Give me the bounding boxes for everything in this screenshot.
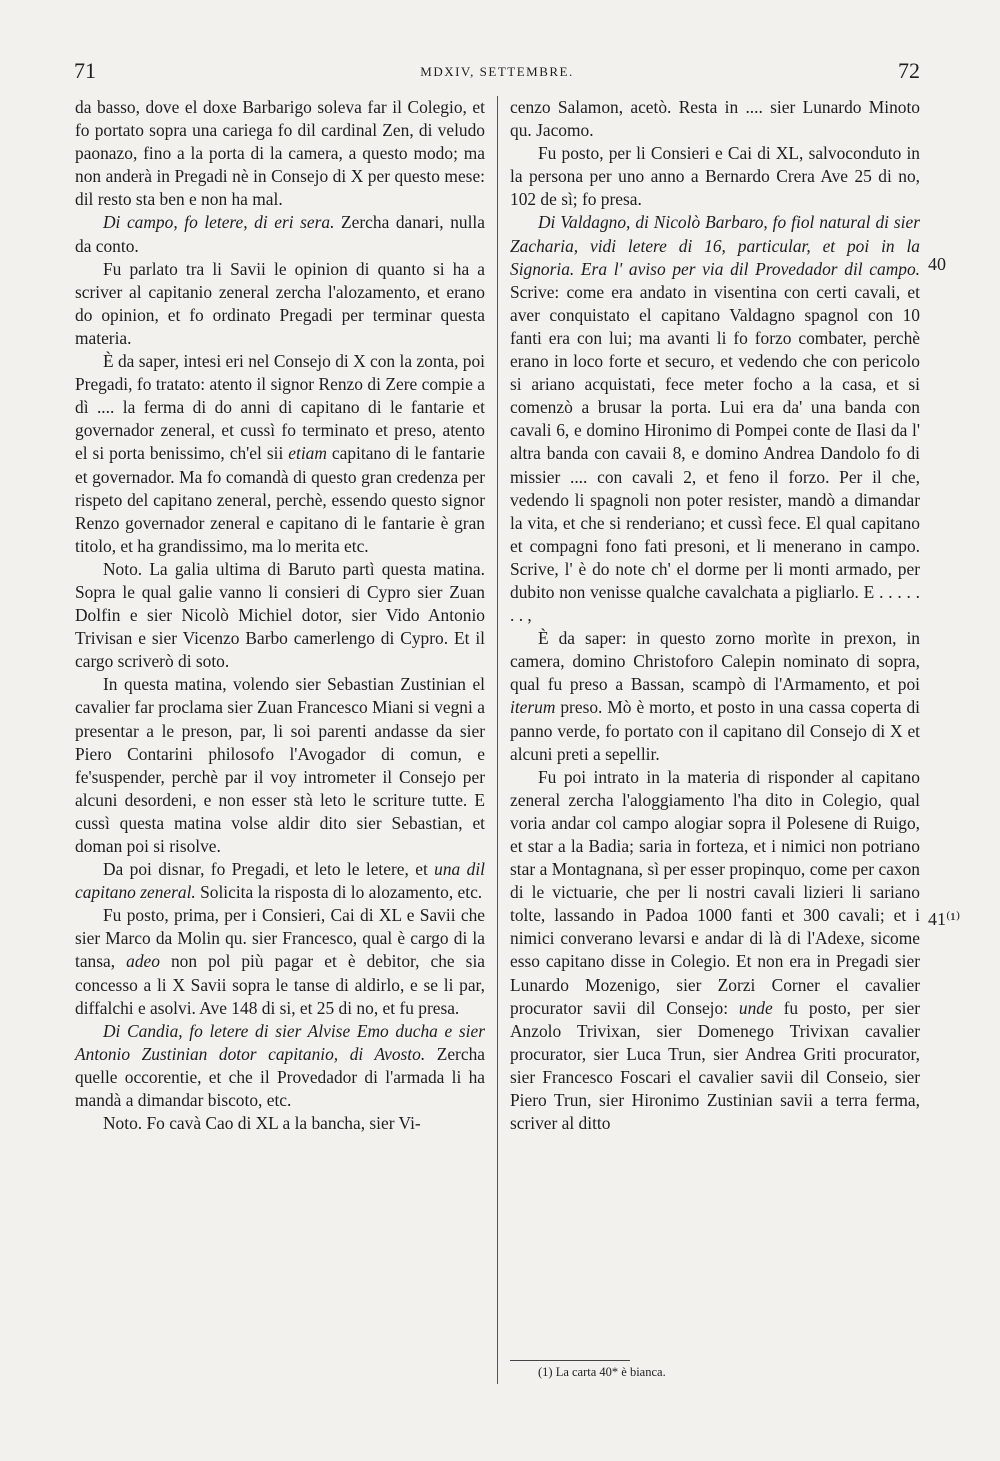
paragraph: Fu posto, per li Consieri e Cai di XL, salvoconduto in la persona per uno anno a Bernardo Crera Ave 25 di no, 102 de sì; fo presa. <box>510 143 920 210</box>
paragraph: Fu poi intrato in la materia di risponder al capitano zeneral zercha l'aloggiamento l'ha dito in Colegio, qual voria andar col campo alogiar sopra il Polesene di Ruigo, et star a la Badia; saria in forteza, et i nimici non potriano star a Montagnana, sì per esser propinquo, come per caxon di le victuarie, che per li nostri cavali lizieri li sariano tolte, lassando in Padoa 1000 fanti et 300 cavali; et i nimici converano levarsi e andar di là di l'Adexe, sicome esso capitano disse in Colegio. Et non era in Pregadi sier Lunardo Mozenigo, sier Zorzi Corner el cavalier procurator savii dil Consejo: unde fu posto, per sier Anzolo Trivixan, sier Domenego Trivixan cavalier procurator, sier Luca Trun, sier Andrea Griti procurator, sier Francesco Foscari el cavalier savii dil Conseio, sier Piero Trun, sier Hironimo Zustinian savii a terra ferma, scriver al ditto <box>510 766 920 1134</box>
footnote: (1) La carta 40* è bianca. <box>538 1365 666 1379</box>
right-column <box>510 96 920 1135</box>
paragraph: da basso, dove el doxe Barbarigo soleva far il Colegio, et fo portato sopra una cariega fo dil cardinal Zen, di veludo paonazo, fino a la porta di la camera, a questo modo; ma non anderà in Pregadi nè in Consejo di X per questo mese: dil resto sta ben e non ha mal. <box>75 97 485 210</box>
paragraph: cenzo Salamon, acetò. Resta in .... sier Lunardo Minoto qu. Jacomo. <box>510 97 920 141</box>
paragraph: Da poi disnar, fo Pregadi, et leto le letere, et una dil capitano zeneral. Solicita la risposta di lo alozamento, etc. <box>75 859 485 903</box>
paragraph: Fu parlato tra li Savii le opinion di quanto si ha a scriver al capitanio zeneral zercha l'alozamento, et erano do opinion, et fo ordinato Pregadi per terminar questa materia. <box>75 258 485 348</box>
paragraph: Di campo, fo letere, di eri sera. Zercha danari, nulla da conto. <box>75 212 485 256</box>
left-page-number: 71 <box>74 58 96 83</box>
paragraph: È da saper: in questo zorno morìte in prexon, in camera, domino Christoforo Calepin nominato di sopra, qual fu preso a Bassan, scampò di l'Armamento, et poi iterum preso. Mò è morto, et posto in una cassa coperta di panno verde, fo portato con il capitano dil Consejo di X et alcuni preti a sepellir. <box>510 628 920 764</box>
paragraph: In questa matina, volendo sier Sebastian Zustinian el cavalier far proclama sier Zuan Francesco Miani si vegni a presentar a le preson, par, li soi parenti andasse da sier Piero Contarini philosofo l'Avogador di comun, e fe'suspender, perchè par il voy intrometer il Consejo per alcuni desordeni, e non esser stà leto le scriture tutte. E cussì questa matina volse aldir dito sier Sebastian, et doman poi si risolve. <box>75 674 485 856</box>
paragraph-italic: Di campo, fo letere, di eri sera. <box>103 212 335 233</box>
margin-folio-number: 41⁽¹⁾ <box>928 909 961 929</box>
paragraph: Di Candia, fo letere di sier Alvise Emo ducha e sier Antonio Zustinian dotor capitanio, di Avosto. Zercha quelle occorentie, et che il Provedador di l'armada li ha mandà a dimandar biscoto, etc. <box>75 1020 485 1111</box>
paragraph: Fu posto, prima, per i Consieri, Cai di XL e Savii che sier Marco da Molin qu. sier Francesco, qual è cargo di la tansa, adeo non pol più pagar et è debitor, che sia concesso a li X Savii sopra le tanse di aldirlo, e se li par, diffalchi e asolvi. Ave 148 di si, et 25 di no, et fu presa. <box>75 905 485 1018</box>
page-header <box>74 58 920 88</box>
paragraph: Noto. Fo cavà Cao di XL a la bancha, sier Vi- <box>103 1113 421 1134</box>
margin-folio-number: 40 <box>928 254 946 274</box>
running-title: MDXIV, SETTEMBRE. <box>420 64 574 79</box>
column-divider <box>497 96 498 1384</box>
paragraph: Noto. La galia ultima di Baruto partì questa matina. Sopra le qual galie vanno li consieri di Cypro sier Zuan Dolfin e sier Nicolò Michiel dotor, sier Vido Antonio Trivisan e sier Vicenzo Barbo camerlengo di Cypro. Et il cargo scriverò di soto. <box>75 558 485 672</box>
paragraph: È da saper, intesi eri nel Consejo di X con la zonta, poi Pregadi, fo tratato: atento il signor Renzo di Zere compie a dì .... la ferma di do anni di capitano di le fantarie et governador zeneral, et cussì fo terminato et preso, atento el si porta benissimo, ch'el sii etiam capitano di le fantarie et governador. Ma fo comandà di questo gran credenza per rispeto del capitano zeneral, perchè, essendo questo signor Renzo governador zeneral e capitano di le fantarie è gran titolo, et ha grandissimo, ma lo merita etc. <box>75 351 485 556</box>
footnote-rule <box>510 1360 630 1361</box>
paragraph: Di Valdagno, di Nicolò Barbaro, fo fiol natural di sier Zacharia, vidi letere di 16, particular, et poi in la Signoria. Era l' aviso per via dil Provedador dil campo. Scrive: come era andato in visentina con certi cavali, et aver conquistato el capitano Valdagno spagnol con 10 fanti era con lui; ma avanti li fo forzo combater, perchè erano in loco forte et securo, et vedendo che con pericolo si ariano acquistati, fece meter focho a la casa, et si comenzò a brusar la porta. Lui era da' una banda con cavali 6, e domino Hironimo di Pompei conte de Ilasi da l' altra banda con cavaii 8, e domino Andrea Dandolo fo di missier .... con cavali 2, et feno il forzo. Per il che, vedendo li spagnoli non poter resister, mandò a dimandar la vita, et che si renderiano; et cussì fece. El qual capitano et compagni fono fati presoni, et li menerano in campo. Scrive, l' è do note ch' el dorme per li monti armado, per dubito non venisse qualche cavalchata a pigliarlo. E . . . . . . . , <box>510 212 920 626</box>
right-page-number: 72 <box>898 58 920 83</box>
left-column <box>75 96 485 1135</box>
